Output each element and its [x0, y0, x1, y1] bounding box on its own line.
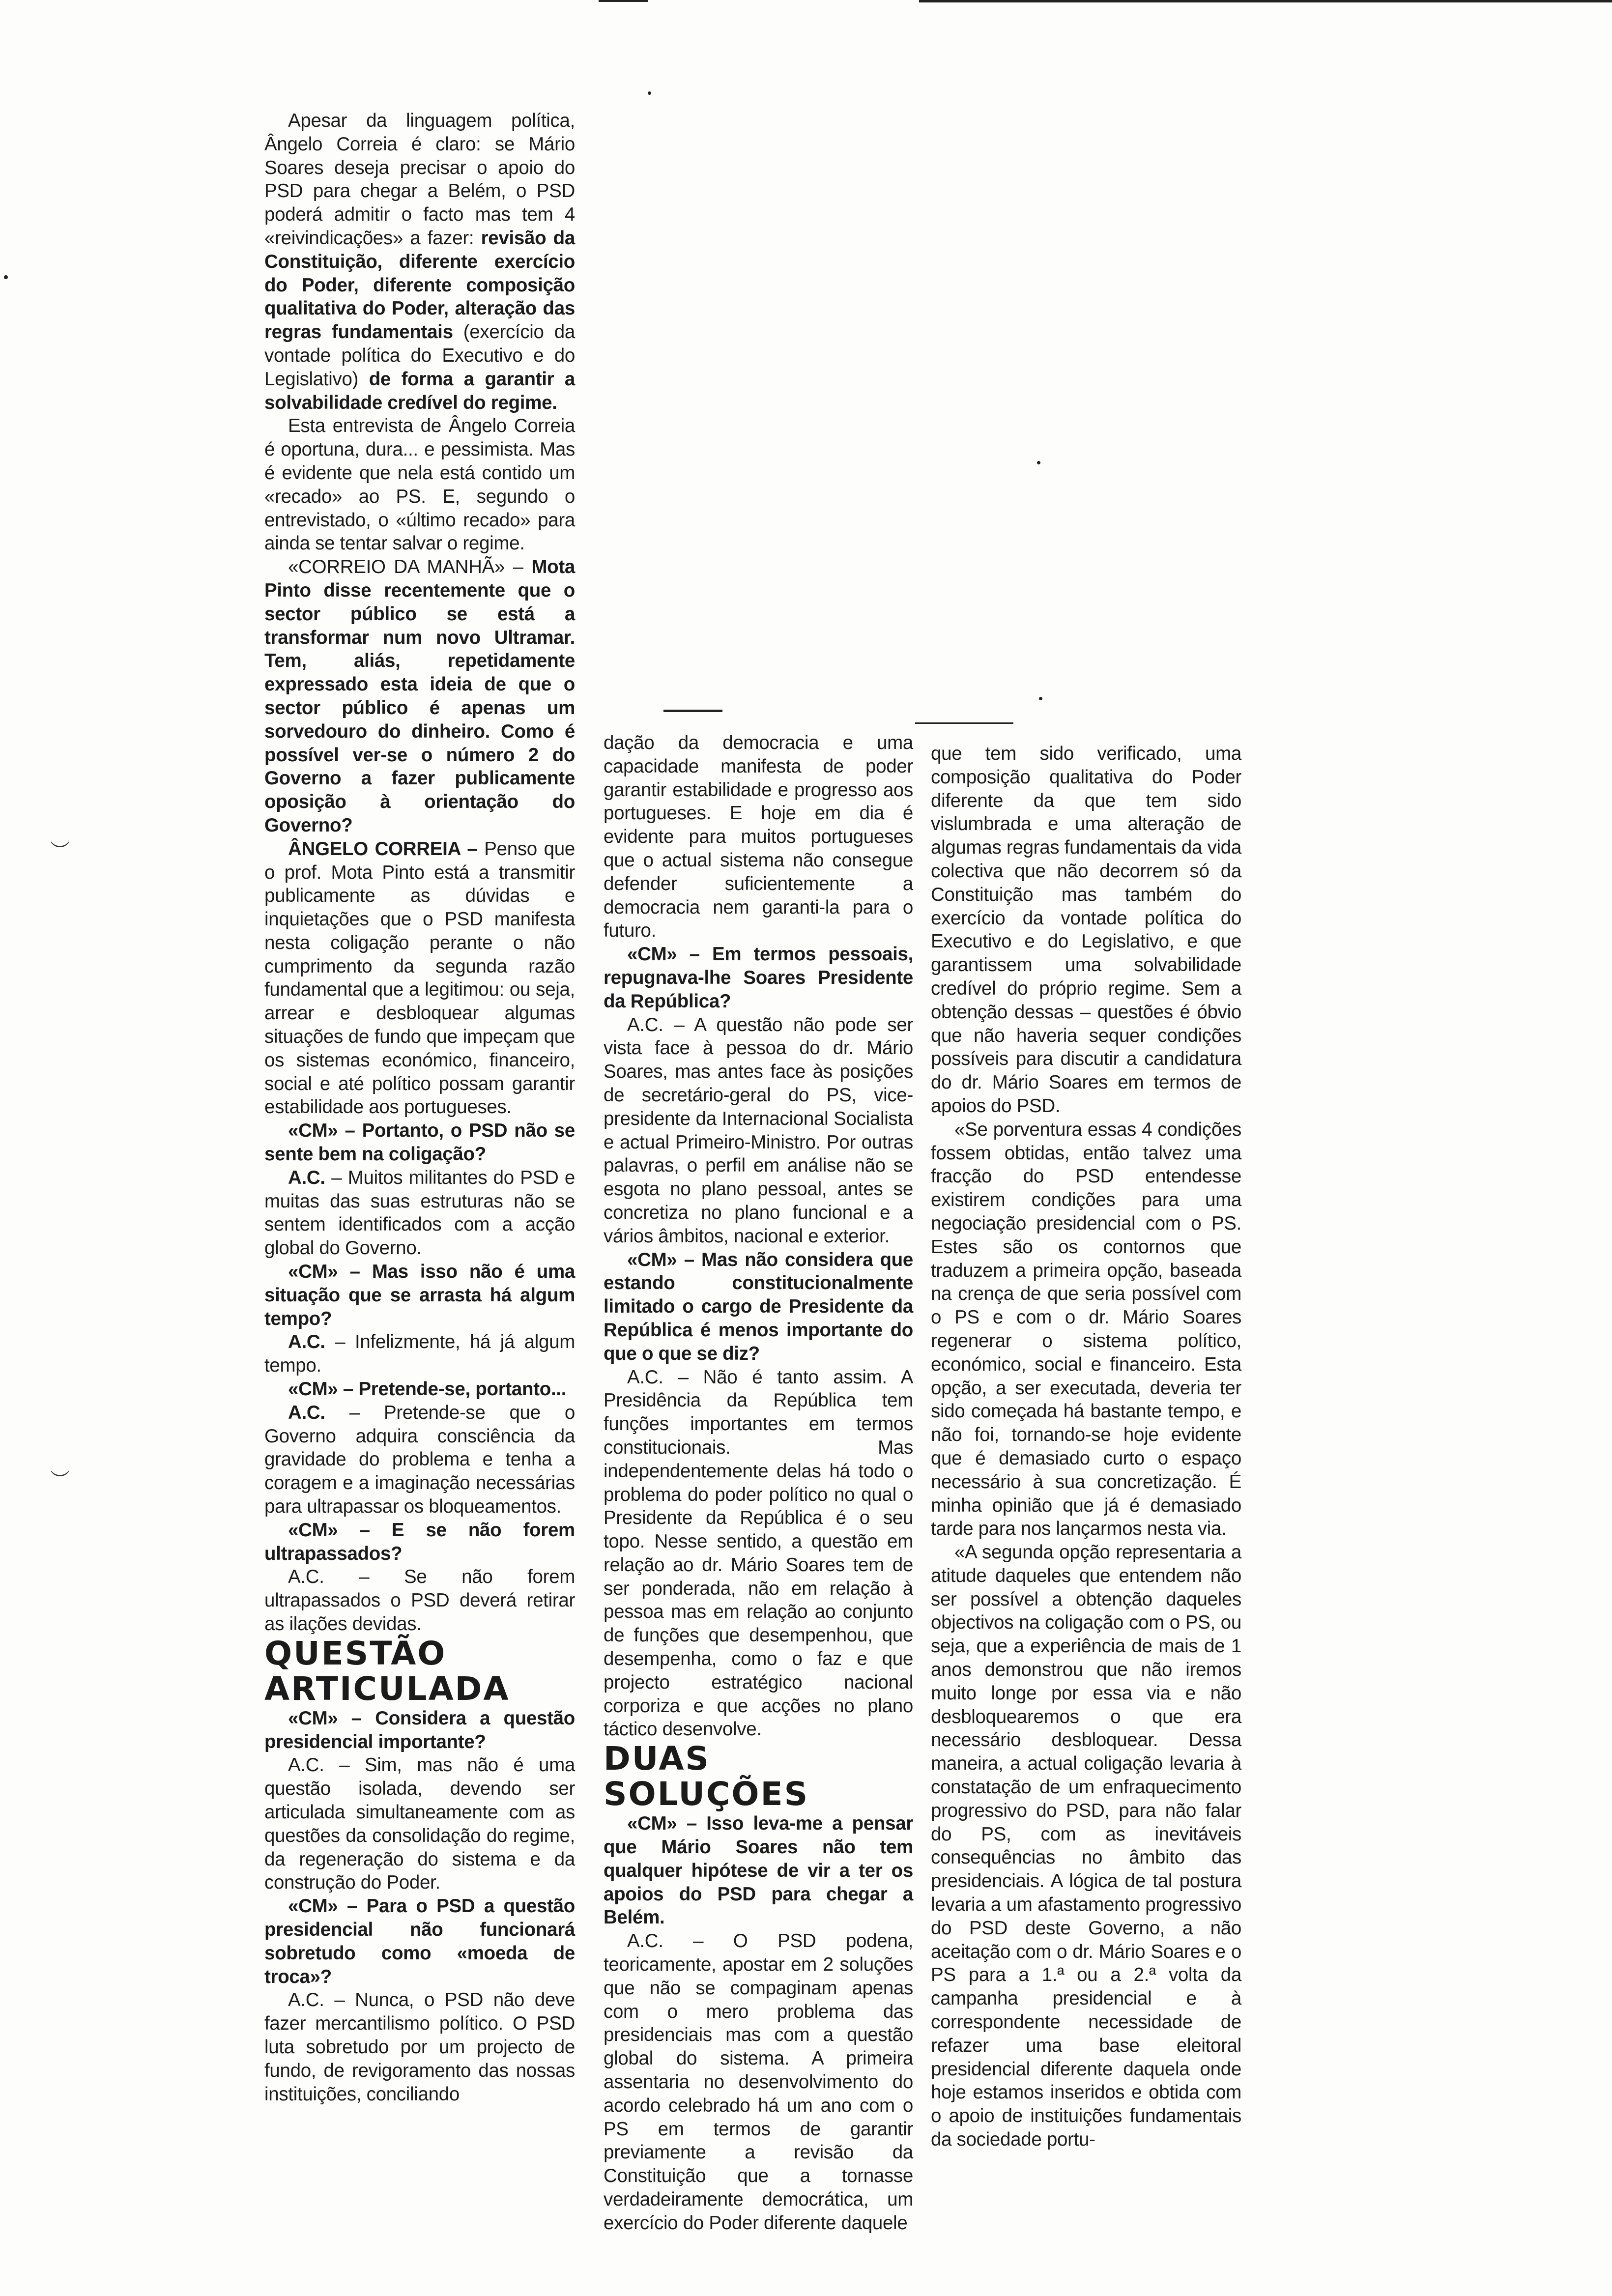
answer-paragraph: A.C. – Sim, mas não é uma questão isolada, devendo ser articulada simultaneamente com as questões da consolidação do regime, da regeneração do sistema e da construção do Poder.: [264, 1754, 575, 1894]
question-paragraph: «CM» – Isso leva-me a pensar que Mário Soares não tem qualquer hipótese de vir a ter os apoios do PSD para chegar a Belém.: [604, 1813, 913, 1928]
answer-paragraph: A.C. – Se não forem ultrapassados o PSD deverá retirar as ilações devidas.: [264, 1566, 575, 1635]
body-paragraph: «Se porventura essas 4 condições fossem obtidas, então talvez uma fracção do PSD entendesse existirem condições para uma negociação presidencial com o PS. Estes são os contornos que traduzem a primeira opção, baseada na crença de que seria possível com o PS e com o dr. Mário Soares regenerar o sistema político, económico, social e financeiro. Esta opção, a ser executada, deveria ter sido começada há bastante tempo, e não foi, tornando-se hoje evidente que é demasiado curto o espaço necessário à sua concretização. É minha opinião que já é demasiado tarde para nos lançarmos nesta via.: [931, 1119, 1241, 1540]
answer-paragraph: A.C. – Infelizmente, há já algum tempo.: [264, 1331, 575, 1377]
article-column-2: [604, 731, 913, 2235]
answer-paragraph: A.C. – Muitos militantes do PSD e muitas das suas estruturas não se sentem identificados com a acção global do Governo.: [264, 1167, 575, 1259]
intro-paragraph: Apesar da linguagem política, Ângelo Correia é claro: se Mário Soares deseja precisar o apoio do PSD para chegar a Belém, o PSD poderá admitir o facto mas tem 4 «reivindicações» a fazer: revisão da Constituição, diferente exercício do Poder, diferente composição qualitativa do Poder, alteração das regras fundamentais (exercício da vontade política do Executivo e do Legislativo) de forma a garantir a solvabilidade credível do regime.: [264, 110, 575, 413]
margin-speck: [648, 91, 651, 95]
question-paragraph: «CM» – Mas isso não é uma situação que se arrasta há algum tempo?: [264, 1261, 575, 1329]
answer-paragraph: ÂNGELO CORREIA – Penso que o prof. Mota Pinto está a transmitir publicamente as dúvidas e inquietações que o PSD manifesta nesta coligação perante o não cumprimento da segunda razão fundamental que a legitimou: ou seja, arrear e desbloquear algumas situações de fundo que impeçam que os sistemas económico, financeiro, social e até político possam garantir estabilidade aos portugueses.: [264, 838, 575, 1118]
column-rule: [915, 722, 1013, 724]
answer-paragraph: A.C. – Pretende-se que o Governo adquira consciência da gravidade do problema e tenha a coragem e a imaginação necessárias para ultrapassar os bloqueamentos.: [264, 1402, 575, 1518]
section-heading: QUESTÃO ARTICULADA: [264, 1634, 510, 1708]
article-column-3: [931, 742, 1241, 2152]
top-rule-a: [599, 0, 648, 2]
article-column-1: [264, 109, 575, 2106]
question-paragraph: «CM» – Em termos pessoais, repugnava-lhe Soares Presidente da República?: [604, 944, 913, 1012]
answer-paragraph: A.C. – A questão não pode ser vista face à pessoa do dr. Mário Soares, mas antes face às posições de secretário-geral do PS, vice-presidente da Internacional Socialista e actual Primeiro-Ministro. Por outras palavras, o perfil em análise não se esgota no plano pessoal, antes se concretiza no plano funcional e a vários âmbitos, nacional e exterior.: [604, 1014, 913, 1247]
body-paragraph: Esta entrevista de Ângelo Correia é oportuna, dura... e pessimista. Mas é evidente que nela está contido um «recado» ao PS. E, segundo o entrevistado, o «último recado» para ainda se tentar salvar o regime.: [264, 415, 575, 554]
column-rule: [663, 710, 722, 712]
top-rule-b: [919, 0, 1612, 2]
question-paragraph: «CM» – Mas não considera que estando constitucionalmente limitado o cargo de Presidente da República é menos importante do que o que se diz?: [604, 1249, 913, 1364]
question-paragraph: «CM» – Considera a questão presidencial importante?: [264, 1707, 575, 1752]
punch-mark: ︶: [50, 840, 70, 862]
answer-paragraph: A.C. – Não é tanto assim. A Presidência da República tem funções importantes em termos constitucionais. Mas independentemente delas há todo o problema do poder político no qual o Presidente da República é o seu topo. Nesse sentido, a questão em relação ao dr. Mário Soares tem de ser ponderada, não em relação à pessoa mas em relação ao conjunto de funções que desempenhou, que desempenha, como o faz e que projecto estratégico nacional corporiza e que acções no plano táctico desenvolve.: [604, 1366, 913, 1740]
body-paragraph: que tem sido verificado, uma composição qualitativa do Poder diferente da que tem sido vislumbrada e uma alteração de algumas regras fundamentais da vida colectiva que não decorrem só da Constituição mas também do exercício da vontade política do Executivo e do Legislativo, e que garantissem uma solvabilidade credível do próprio regime. Sem a obtenção dessas – questões é óbvio que não haveria sequer condições possíveis para discutir a candidatura do dr. Mário Soares em termos de apoios do PSD.: [931, 743, 1241, 1117]
punch-mark: ︶: [50, 1469, 70, 1492]
margin-speck: [4, 275, 8, 279]
question-paragraph: «CORREIO DA MANHÃ» – Mota Pinto disse recentemente que o sector público se está a transformar num novo Ultramar. Tem, aliás, repetidamente expressado esta ideia de que o sector público é apenas um sorvedouro do dinheiro. Como é possível ver-se o número 2 do Governo a fazer publicamente oposição à orientação do Governo?: [264, 556, 575, 836]
body-paragraph: dação da democracia e uma capacidade manifesta de poder garantir estabilidade e progresso aos portugueses. E hoje em dia é evidente para muitos portugueses que o actual sistema não consegue defender suficientemente a democracia nem garanti-la para o futuro.: [604, 732, 913, 942]
margin-speck: [1037, 461, 1040, 464]
question-paragraph: «CM» – Pretende-se, portanto...: [288, 1378, 567, 1400]
question-paragraph: «CM» – E se não forem ultrapassados?: [264, 1519, 575, 1564]
margin-speck: [1039, 697, 1042, 700]
body-paragraph: «A segunda opção representaria a atitude daqueles que entendem não ser possível a obtenção daqueles objectivos na coligação com o PS, ou seja, que a experiência de mais de 1 anos demonstrou que não iremos muito longe por essa via e não desbloquearemos o que era necessário desbloquear. Dessa maneira, a actual coligação levaria à constatação de um enfraquecimento progressivo do PSD, para não falar do PS, com as inevitáveis consequências no âmbito das presidenciais. A lógica de tal postura levaria a um afastamento progressivo do PSD deste Governo, a não aceitação com o dr. Mário Soares e o PS para a 1.ª ou a 2.ª volta da campanha presidencial e à correspondente necessidade de refazer uma base eleitoral presidencial diferente daquela onde hoje estamos inseridos e obtida com o apoio de instituições fundamentais da sociedade portu-: [931, 1542, 1241, 2151]
answer-paragraph: A.C. – Nunca, o PSD não deve fazer mercantilismo político. O PSD luta sobretudo por um projecto de fundo, de revigoramento das nossas instituições, conciliando: [264, 1989, 575, 2105]
section-heading: DUAS SOLUÇÕES: [604, 1740, 809, 1813]
question-paragraph: «CM» – Portanto, o PSD não se sente bem na coligação?: [264, 1120, 575, 1165]
question-paragraph: «CM» – Para o PSD a questão presidencial não funcionará sobretudo como «moeda de troca»?: [264, 1895, 575, 1987]
answer-paragraph: A.C. – O PSD podena, teoricamente, apostar em 2 soluções que não se compaginam apenas com o mero problema das presidenciais mas com a questão global do sistema. A primeira assentaria no desenvolvimento do acordo celebrado há um ano com o PS em termos de garantir previamente a revisão da Constituição que a tornasse verdadeiramente democrática, um exercício do Poder diferente daquele: [604, 1930, 913, 2234]
